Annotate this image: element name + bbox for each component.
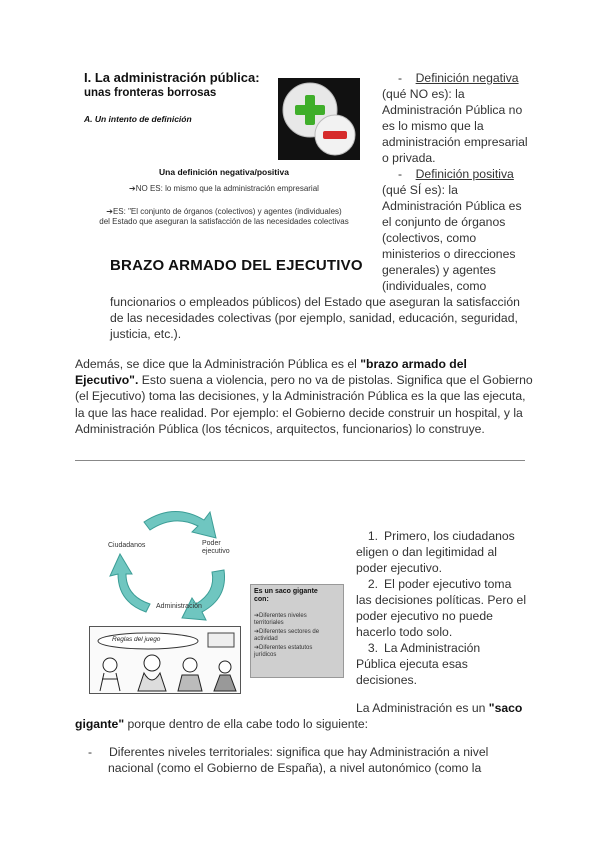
slide-section: A. Un intento de definición [84, 114, 192, 124]
note-item: ➔Diferentes niveles [254, 613, 307, 619]
bullet-dash: - [88, 745, 93, 759]
bullet-text: Diferentes niveles territoriales: significa que hay Administración a nivel [109, 745, 489, 759]
slide-es-line [74, 207, 374, 227]
label-ejecutivo: ejecutivo [202, 548, 230, 555]
bullet-text: nacional (como el Gobierno de España), a nivel autonómico (como la [108, 761, 482, 776]
saco-text: La Administración es un [356, 701, 489, 715]
step-text: Primero, los ciudadanos [384, 529, 515, 543]
neg-def-line: administración empresarial [382, 135, 528, 149]
definition-slide-image [74, 62, 374, 252]
cycle-arrows-icon [84, 500, 254, 630]
step-text: poder ejecutivo no puede [356, 609, 493, 623]
brazo-armado-caption: BRAZO ARMADO DEL EJECUTIVO [110, 257, 363, 274]
saco-gigante-paragraph [75, 700, 555, 732]
para-line: la que las hace realidad. Por ejemplo: el Gobierno decide construir un hospital, y la [75, 405, 523, 420]
note-item: actividad [254, 636, 278, 642]
note-title-line: con: [254, 596, 269, 603]
para-text: Esto suena a violencia, pero no va de pistolas. Significa que el Gobierno [138, 373, 533, 388]
slide-es-line-1: ➔ES: "El conjunto de órganos (colectivos) y agentes (individuales) [106, 207, 342, 216]
label-poder: Poder [202, 540, 221, 547]
pos-def-line: el conjunto de órganos [382, 215, 506, 229]
horizontal-divider [75, 460, 525, 461]
pos-def-line: Administración Pública es [382, 199, 522, 213]
step-text: El poder ejecutivo toma [384, 577, 512, 591]
note-title-line: Es un saco gigante [254, 588, 318, 595]
para-text: Además, se dice que la Administración Pública es el [75, 357, 361, 371]
label-administracion: Administración [156, 603, 202, 610]
bullet-niveles-territoriales [88, 744, 558, 776]
step-1 [356, 528, 556, 576]
cont-line: funcionarios o empleados públicos) del Estado que aseguran la satisfacción [110, 295, 520, 309]
slide-heading: Una definición negativa/positiva [159, 167, 289, 177]
pos-def-line: ministerios o direcciones [382, 247, 516, 261]
label-poder-ejecutivo [202, 540, 230, 556]
slide-subtitle: unas fronteras borrosas [84, 87, 217, 99]
step-number: 1. [367, 529, 378, 543]
step-text: decisiones. [356, 673, 417, 687]
pos-def-heading [382, 166, 582, 182]
positive-definition-continuation [110, 294, 550, 342]
negative-definition [382, 70, 582, 294]
step-text: eligen o dan legitimidad al [356, 545, 497, 559]
para-bold: Ejecutivo". [75, 373, 139, 388]
step-text: poder ejecutivo. [356, 561, 443, 575]
cont-line: de las necesidades colectivas (por ejemplo, sanidad, educación, seguridad, [110, 311, 518, 325]
pos-def-line: generales) y agentes [382, 263, 496, 277]
cycle-diagram-image [84, 500, 344, 700]
neg-def-line: Administración Pública no [382, 103, 523, 117]
slide-es-line-2: del Estado que aseguran la satisfacción de las necesidades colectivas [99, 217, 349, 226]
pos-def-label: Definición positiva [415, 167, 514, 181]
pos-def-line: (individuales, como [382, 279, 487, 293]
saco-bold: "saco [488, 701, 523, 715]
note-item: ➔Diferentes sectores de [254, 629, 320, 635]
neg-def-line: es lo mismo que la [382, 119, 484, 133]
step-2 [356, 576, 556, 640]
pos-def-dash: - [398, 167, 403, 181]
neg-def-dash: - [398, 71, 403, 85]
neg-def-label: Definición negativa [415, 71, 519, 85]
cont-line: justicia, etc.). [110, 327, 182, 341]
neg-def-line: o privada. [382, 151, 436, 165]
saco-text: porque dentro de ella cabe todo lo siguiente: [124, 717, 369, 732]
plus-minus-icon [278, 78, 360, 160]
step-text: las decisiones políticas. Pero el [356, 593, 527, 607]
neg-def-line: (qué NO es): la [382, 87, 465, 101]
pos-def-line: (colectivos, como [382, 231, 477, 245]
brazo-armado-paragraph [75, 356, 555, 437]
para-line: Administración Pública (los técnicos, arquitectos, funcionarios) lo construye. [75, 421, 485, 436]
label-ciudadanos: Ciudadanos [108, 542, 146, 549]
slide-no-es-line: ➔NO ES: lo mismo que la administración empresarial [129, 184, 319, 193]
cartoon-image [89, 626, 241, 694]
saco-bold: gigante" [75, 717, 125, 732]
step-number: 3. [367, 641, 378, 655]
para-bold: "brazo armado del [360, 357, 467, 371]
step-text: hacerlo todo solo. [356, 625, 453, 639]
step-text: La Administración [384, 641, 481, 655]
saco-gigante-note [250, 584, 344, 678]
step-3 [356, 640, 556, 688]
pos-def-line: (qué SÍ es): la [382, 183, 458, 197]
note-item: ➔Diferentes estatutos [254, 645, 313, 651]
cartoon-caption: Reglas del juego [112, 636, 161, 643]
note-item: jurídicos [254, 652, 277, 658]
note-title [254, 588, 340, 604]
neg-def-heading [382, 70, 582, 86]
para-line: (el Ejecutivo) toma las decisiones, y la Administración Pública es la que las ejecuta, [75, 389, 526, 404]
step-text: Pública ejecuta esas [356, 657, 468, 671]
note-item: territoriales [254, 620, 284, 626]
slide-title: I. La administración pública: [84, 70, 260, 85]
steps-list [356, 528, 556, 688]
step-number: 2. [367, 577, 378, 591]
